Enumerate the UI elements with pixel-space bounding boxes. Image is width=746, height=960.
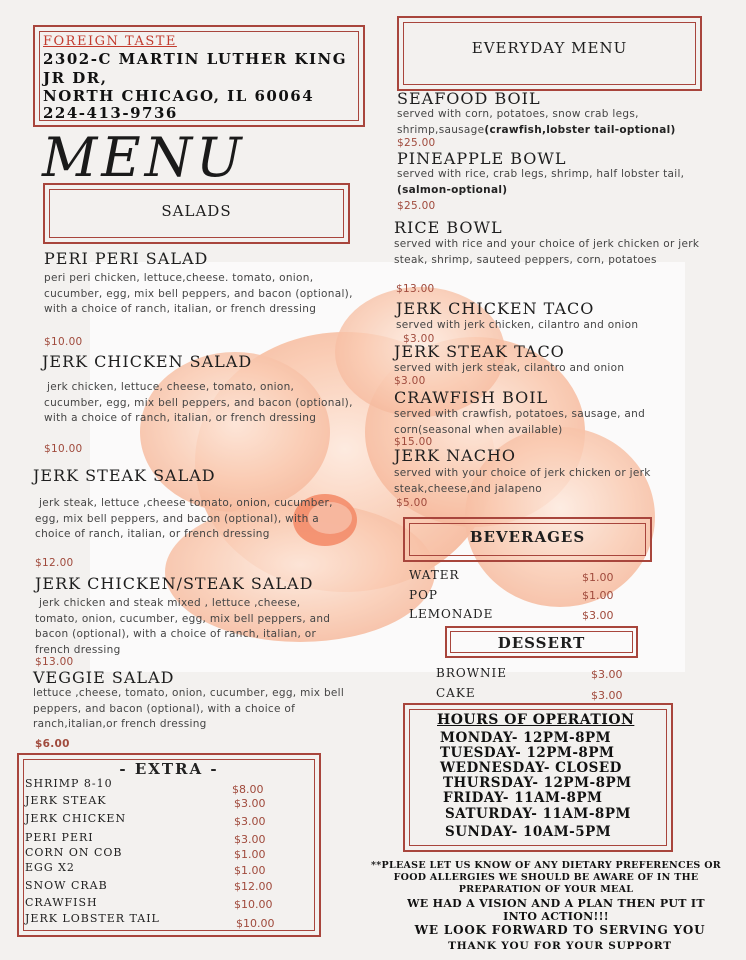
hours-day: THURSDAY- 12PM-8PM	[443, 775, 632, 791]
everyday-item-name: JERK STEAK TACO	[394, 342, 565, 361]
beverage-name: LEMONADE	[409, 607, 494, 621]
salads-heading: SALADS	[161, 202, 232, 220]
description-text: served with rice, crab legs, shrimp, half lobster tail,	[397, 168, 685, 180]
extra-item-name: EGG X2	[25, 861, 75, 874]
salad-description: peri peri chicken, lettuce,cheese. tomato, onion, cucumber, egg, mix bell peppers, and bacon (optional), with a choice of ranch, italian, or french dressing	[44, 272, 353, 315]
description-optional: (salmon-optional)	[397, 183, 508, 196]
everyday-item-price: $5.00	[396, 497, 428, 509]
dessert-name: CAKE	[436, 686, 476, 700]
everyday-item-price: $25.00	[397, 137, 436, 149]
everyday-item-description: served with jerk chicken, cilantro and onion	[396, 319, 639, 331]
brand-name: FOREIGN TASTE	[43, 34, 177, 49]
hours-heading: HOURS OF OPERATION	[437, 712, 635, 728]
extra-item-price: $10.00	[234, 898, 273, 911]
beverage-name: WATER	[409, 568, 460, 582]
everyday-item-name: PINEAPPLE BOWL	[397, 149, 567, 168]
everyday-item-price: $15.00	[394, 436, 433, 448]
hours-day: WEDNESDAY- CLOSED	[440, 760, 622, 776]
extra-item-price: $10.00	[236, 917, 275, 930]
beverage-price: $1.00	[582, 589, 614, 602]
extra-item-name: SHRIMP 8-10	[25, 777, 113, 790]
extra-item-name: JERK LOBSTER TAIL	[25, 912, 160, 925]
dessert-price: $3.00	[591, 689, 623, 702]
hours-day: TUESDAY- 12PM-8PM	[440, 745, 615, 761]
extra-item-price: $3.00	[234, 797, 266, 810]
extra-item-price: $12.00	[234, 880, 273, 893]
thanks-note: THANK YOU FOR YOUR SUPPORT	[448, 940, 672, 952]
extra-item-name: CORN ON COB	[25, 846, 123, 859]
salad-description: lettuce ,cheese, tomato, onion, cucumber, egg, mix bell peppers, and bacon (optional), with a choice of ranch,italian,or french dressing	[33, 687, 345, 730]
everyday-item-description	[397, 107, 697, 138]
address-line-1: 2302-C MARTIN LUTHER KING	[43, 50, 348, 68]
extra-heading: - EXTRA -	[119, 760, 219, 778]
everyday-item-price: $25.00	[397, 200, 436, 212]
everyday-item-name: JERK NACHO	[394, 446, 517, 465]
extra-item-name: SNOW CRAB	[25, 879, 108, 892]
hours-day: SATURDAY- 11AM-8PM	[445, 806, 631, 822]
salad-price: $13.00	[35, 656, 74, 668]
salad-price: $10.00	[44, 443, 83, 455]
salad-price: $12.00	[35, 557, 74, 569]
extra-item-price: $1.00	[234, 864, 266, 877]
dessert-heading: DESSERT	[497, 634, 586, 652]
dessert-price: $3.00	[591, 668, 623, 681]
vision-note: WE HAD A VISION AND A PLAN THEN PUT IT INTO ACTION!!!	[407, 897, 705, 923]
dessert-name: BROWNIE	[436, 666, 508, 680]
everyday-item-description	[397, 167, 705, 198]
beverage-price: $1.00	[582, 571, 614, 584]
salad-description: jerk chicken and steak mixed , lettuce ,cheese, tomato, onion, cucumber, egg, mix bell peppers, and bacon (optional), with a choice of ranch, italian, or french dressing	[35, 597, 331, 656]
everyday-item-description: served with rice and your choice of jerk chicken or jerk steak, shrimp, sauteed peppers, corn, potatoes	[394, 238, 700, 266]
address-line-3: NORTH CHICAGO, IL 60064	[43, 87, 315, 105]
address-line-2: JR DR,	[43, 69, 108, 87]
everyday-item-price: $13.00	[396, 283, 435, 295]
salad-price: $6.00	[35, 738, 70, 750]
everyday-item-name: JERK CHICKEN TACO	[396, 299, 595, 318]
extra-item-price: $1.00	[234, 848, 266, 861]
extra-item-price: $8.00	[232, 783, 264, 796]
extra-item-price: $3.00	[234, 815, 266, 828]
beverage-name: POP	[409, 588, 438, 602]
hours-day: MONDAY- 12PM-8PM	[440, 730, 612, 746]
everyday-item-price: $3.00	[403, 333, 435, 345]
everyday-item-name: CRAWFISH BOIL	[394, 388, 549, 407]
salad-description: jerk steak, lettuce ,cheese tomato, onion, cucumber, egg, mix bell peppers, and bacon (optional), with a choice of ranch, italian, or french dressing	[35, 497, 333, 540]
extra-item-name: JERK CHICKEN	[25, 812, 127, 825]
menu-title: MENU	[42, 126, 246, 189]
salad-name: JERK CHICKEN SALAD	[42, 352, 253, 371]
beverage-price: $3.00	[582, 609, 614, 622]
salad-name: PERI PERI SALAD	[44, 249, 209, 268]
everyday-item-price: $3.00	[394, 375, 426, 387]
extra-item-name: CRAWFISH	[25, 896, 98, 909]
serving-note: WE LOOK FORWARD TO SERVING YOU	[414, 923, 706, 937]
salad-name: JERK STEAK SALAD	[33, 466, 216, 485]
description-text: served with corn, potatoes, snow crab legs, shrimp,sausage	[397, 108, 639, 136]
hours-day: FRIDAY- 11AM-8PM	[443, 790, 603, 806]
salad-description: jerk chicken, lettuce, cheese, tomato, onion, cucumber, egg, mix bell peppers, and bacon (optional), with a choice of ranch, italian, or french dressing	[44, 381, 353, 424]
salad-price: $10.00	[44, 336, 83, 348]
everyday-item-description: served with crawfish, potatoes, sausage, and corn(seasonal when available)	[394, 408, 646, 436]
everyday-item-name: RICE BOWL	[394, 218, 503, 237]
beverages-heading: BEVERAGES	[469, 528, 586, 546]
extra-item-price: $3.00	[234, 833, 266, 846]
everyday-item-description: served with jerk steak, cilantro and onion	[394, 362, 625, 374]
hours-day: SUNDAY- 10AM-5PM	[445, 824, 612, 840]
description-optional: (crawfish,lobster tail-optional)	[484, 123, 676, 136]
salad-name: VEGGIE SALAD	[33, 668, 175, 687]
extra-item-name: JERK STEAK	[25, 794, 107, 807]
everyday-heading: EVERYDAY MENU	[471, 39, 628, 57]
phone-number: 224-413-9736	[43, 104, 178, 122]
allergy-note: **PLEASE LET US KNOW OF ANY DIETARY PREFERENCES OR FOOD ALLERGIES WE SHOULD BE AWARE OF IN THE PREPARATION OF YOUR MEAL	[371, 860, 721, 895]
extra-item-name: PERI PERI	[25, 831, 94, 844]
everyday-item-name: SEAFOOD BOIL	[397, 89, 541, 108]
salad-name: JERK CHICKEN/STEAK SALAD	[35, 574, 314, 593]
everyday-item-description: served with your choice of jerk chicken or jerk steak,cheese,and jalapeno	[394, 467, 651, 495]
